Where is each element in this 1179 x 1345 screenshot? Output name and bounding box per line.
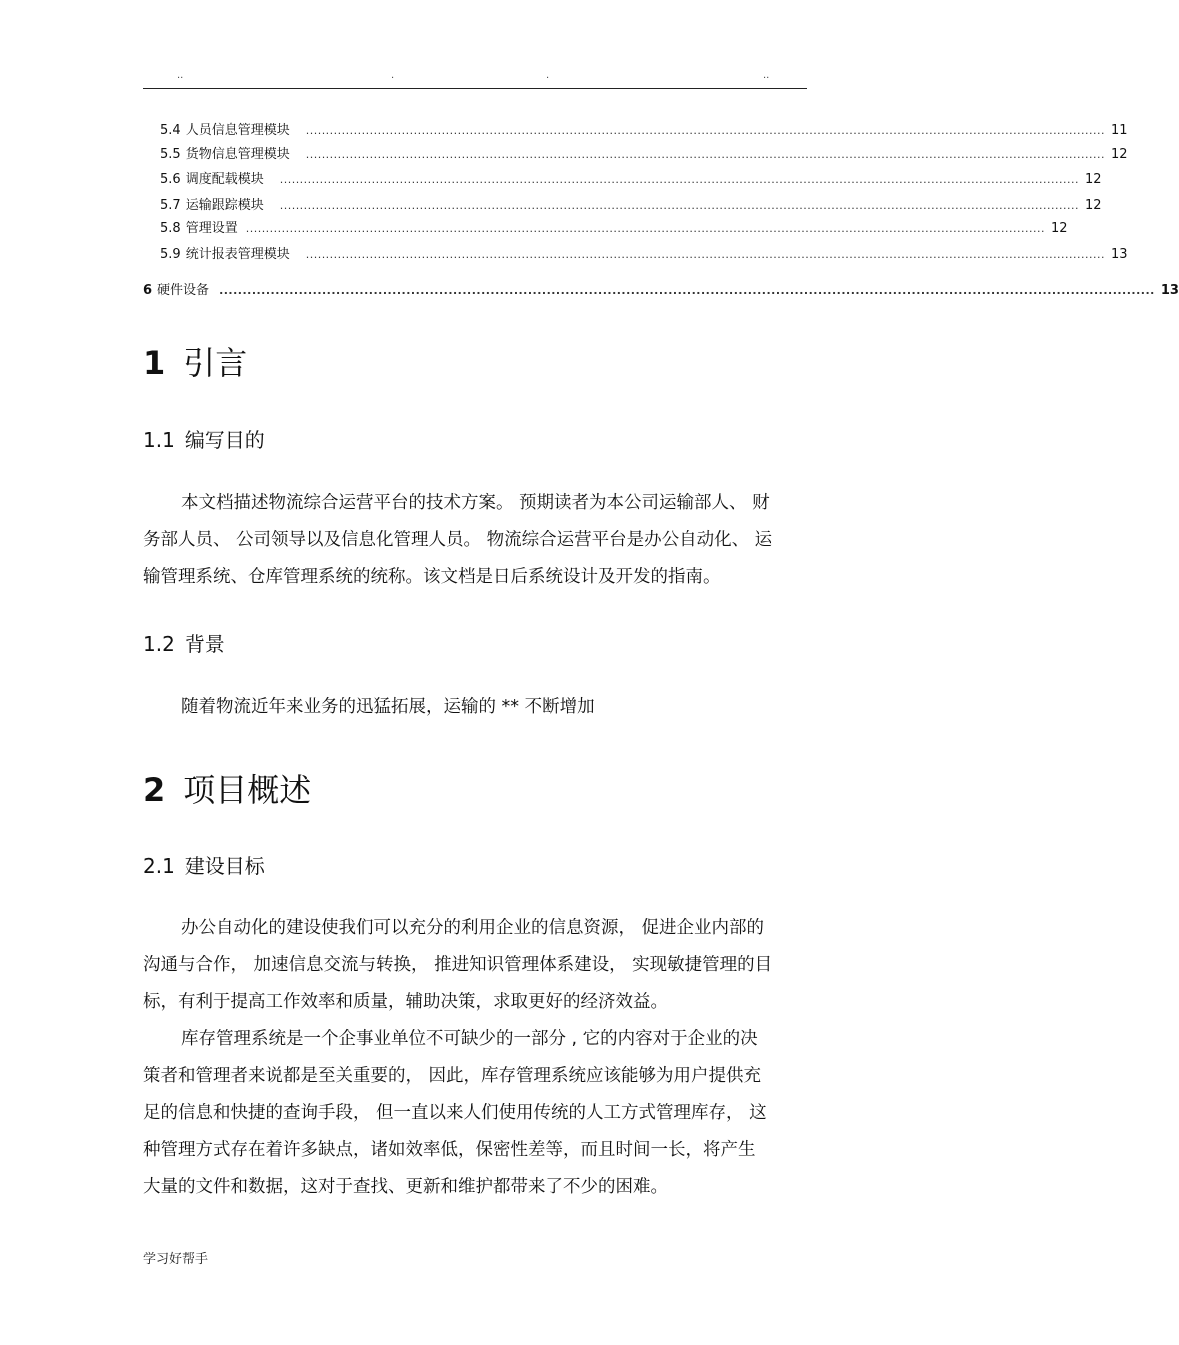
toc-page: 13 <box>1160 283 1179 298</box>
toc-entry[interactable] <box>160 246 1128 264</box>
toc-title: 调度配载模块 <box>185 172 264 187</box>
toc-page: 12 <box>1051 221 1068 236</box>
paragraph-line: 输管理系统、仓库管理系统的统称。该文档是日后系统设计及开发的指南。 <box>143 567 721 587</box>
subsection-heading <box>143 631 225 657</box>
section-number: 2 <box>143 771 166 809</box>
toc-number: 5.4 <box>160 123 181 138</box>
header-mark: . <box>391 70 395 81</box>
toc-page: 12 <box>1111 147 1128 162</box>
toc-page: 13 <box>1111 247 1128 262</box>
toc-title: 货物信息管理模块 <box>185 147 290 162</box>
toc-page: 12 <box>1085 198 1102 213</box>
toc-title: 硬件设备 <box>157 283 210 298</box>
toc-entry[interactable] <box>160 122 1128 140</box>
paragraph-line: 策者和管理者来说都是至关重要的， 因此，库存管理系统应该能够为用户提供充 <box>143 1066 762 1086</box>
subsection-number: 1.2 <box>143 632 175 656</box>
header-rule <box>143 88 807 89</box>
toc-page: 11 <box>1111 123 1128 138</box>
toc-number: 5.7 <box>160 198 181 213</box>
toc-leader: ........................................................................................................................................................................................................ <box>219 284 1155 297</box>
paragraph-line: 库存管理系统是一个企事业单位不可缺少的一部分 , 它的内容对于企业的决 <box>181 1029 758 1049</box>
paragraph-line: 大量的文件和数据，这对于查找、更新和维护都带来了不少的困难。 <box>143 1177 668 1197</box>
toc-leader: ........................................................................................................................................................................................................ <box>305 248 1106 261</box>
toc-entry[interactable] <box>160 220 1068 238</box>
subsection-title: 建设目标 <box>184 854 265 878</box>
paragraph-line: 随着物流近年来业务的迅猛拓展，运输的 ** 不断增加 <box>181 697 595 717</box>
paragraph-line: 本文档描述物流综合运营平台的技术方案。 预期读者为本公司运输部人、 财 <box>181 493 770 513</box>
toc-title: 人员信息管理模块 <box>185 123 290 138</box>
toc-leader: ........................................................................................................................................................................................................ <box>245 222 1046 235</box>
page-header <box>143 70 807 84</box>
header-mark: .. <box>177 70 184 81</box>
paragraph-line: 种管理方式存在着许多缺点，诸如效率低，保密性差等，而且时间一长，将产生 <box>143 1140 756 1160</box>
section-heading <box>143 770 311 810</box>
toc-leader: ........................................................................................................................................................................................................ <box>279 173 1080 186</box>
subsection-number: 2.1 <box>143 854 175 878</box>
paragraph <box>143 485 807 596</box>
paragraph-line: 标，有利于提高工作效率和质量，辅助决策，求取更好的经济效益。 <box>143 992 668 1012</box>
subsection-heading <box>143 427 265 453</box>
subsection-title: 编写目的 <box>184 428 265 452</box>
toc-title: 运输跟踪模块 <box>185 198 264 213</box>
page-footer: 学习好帮手 <box>143 1252 209 1267</box>
paragraph-line: 足的信息和快捷的查询手段， 但一直以来人们使用传统的人工方式管理库存， 这 <box>143 1103 767 1123</box>
toc-leader: ........................................................................................................................................................................................................ <box>279 199 1080 212</box>
toc-leader: ........................................................................................................................................................................................................ <box>305 148 1106 161</box>
toc-number: 6 <box>143 283 153 298</box>
subsection-number: 1.1 <box>143 428 175 452</box>
header-mark: .. <box>763 70 770 81</box>
toc-number: 5.6 <box>160 172 181 187</box>
toc-entry[interactable] <box>160 171 1102 189</box>
header-mark: . <box>546 70 550 81</box>
paragraph <box>143 689 807 726</box>
subsection-title: 背景 <box>184 632 225 656</box>
section-number: 1 <box>143 344 166 382</box>
toc-entry[interactable] <box>160 197 1102 215</box>
toc-number: 5.9 <box>160 247 181 262</box>
toc-number: 5.5 <box>160 147 181 162</box>
toc-chapter-entry[interactable] <box>143 282 1179 300</box>
toc-entry[interactable] <box>160 146 1128 164</box>
section-heading <box>143 343 247 383</box>
toc-title: 统计报表管理模块 <box>185 247 290 262</box>
toc-title: 管理设置 <box>185 221 238 236</box>
toc-number: 5.8 <box>160 221 181 236</box>
toc-leader: ........................................................................................................................................................................................................ <box>305 124 1106 137</box>
section-title: 项目概述 <box>183 771 312 809</box>
paragraph-line: 办公自动化的建设使我们可以充分的利用企业的信息资源， 促进企业内部的 <box>181 918 765 938</box>
paragraph-line: 沟通与合作， 加速信息交流与转换， 推进知识管理体系建设， 实现敏捷管理的目 <box>143 955 773 975</box>
subsection-heading <box>143 853 265 879</box>
paragraph-line: 务部人员、 公司领导以及信息化管理人员。 物流综合运营平台是办公自动化、 运 <box>143 530 773 550</box>
toc-page: 12 <box>1085 172 1102 187</box>
paragraph <box>143 910 807 1206</box>
section-title: 引言 <box>183 344 248 382</box>
